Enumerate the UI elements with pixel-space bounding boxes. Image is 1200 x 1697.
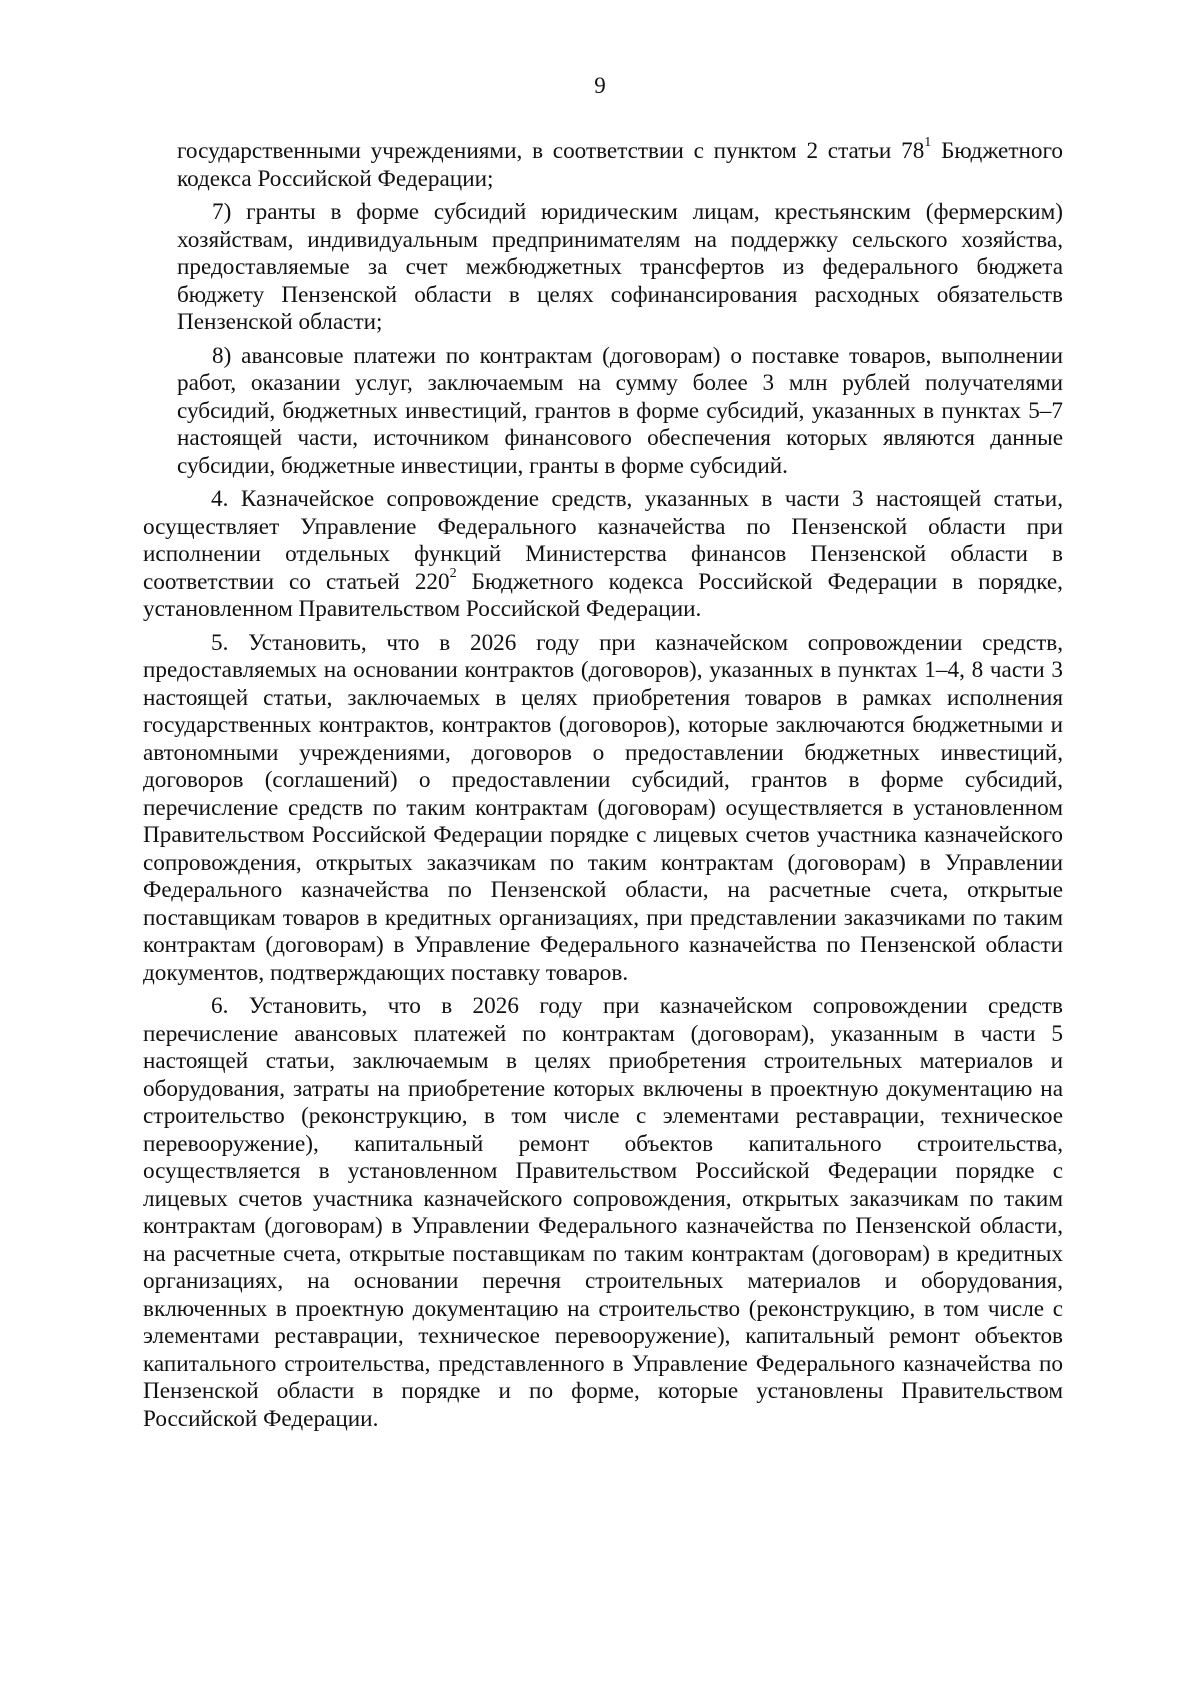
- paragraph-text: 5. Установить, что в 2026 году при казначейском сопровождении средств, предоставляемых на основании контрактов (договоров), указанных в пунктах 1–4, 8 части 3 настоящей статьи, заключаемых в целях приобретения товаров в рамках исполнения государственных контрактов, контрактов (договоров), которые заключаются бюджетными и автономными учреждениями, договоров о предоставлении бюджетных инвестиций, договоров (соглашений) о предоставлении субсидий, грантов в форме субсидий, перечисление средств по таким контрактам (договорам) осуществляется в установленном Правительством Российской Федерации порядке с лицевых счетов участника казначейского сопровождения, открытых заказчикам по таким контрактам (договорам) в Управлении Федерального казначейства по Пензенской области, на расчетные счета, открытые поставщикам товаров в кредитных организациях, при представлении заказчиками по таким контрактам (договорам) в Управление Федерального казначейства по Пензенской области документов, подтверждающих поставку товаров.: [143, 629, 1063, 986]
- paragraph-part-5: [143, 630, 1063, 988]
- paragraph-text: Бюджетного кодекса Российской Федерации;: [177, 138, 1063, 192]
- superscript: 2: [449, 565, 457, 581]
- superscript: 1: [924, 135, 932, 151]
- paragraph-text: 4. Казначейское сопровождение средств, указанных в части 3 настоящей статьи, осуществляет Управление Федерального казначейства по Пензенской области при исполнении отдельных функций Министерства финансов Пензенской области в соответствии со статьей 220: [143, 486, 1063, 595]
- paragraph-text: 6. Установить, что в 2026 году при казначейском сопровождении средств перечисление авансовых платежей по контрактам (договорам), указанным в части 5 настоящей статьи, заключаемым в целях приобретения строительных материалов и оборудования, затраты на приобретение которых включены в проектную документацию на строительство (реконструкцию, в том числе с элементами реставрации, техническое перевооружение), капитальный ремонт объектов капитального строительства, осуществляется в установленном Правительством Российской Федерации порядке с лицевых счетов участника казначейского сопровождения, открытых заказчикам по таким контрактам (договорам) в Управлении Федерального казначейства по Пензенской области, на расчетные счета, открытые поставщикам по таким контрактам (договорам) в кредитных организациях, на основании перечня строительных материалов и оборудования, включенных в проектную документацию на строительство (реконструкцию, в том числе с элементами реставрации, техническое перевооружение), капитальный ремонт объектов капитального строительства, представленного в Управление Федерального казначейства по Пензенской области в порядке и по форме, которые установлены Правительством Российской Федерации.: [143, 993, 1063, 1432]
- paragraph-item-8: [143, 343, 1063, 481]
- paragraph-part-4: [143, 486, 1063, 624]
- paragraph-text: 8) авансовые платежи по контрактам (договорам) о поставке товаров, выполнении работ, оказании услуг, заключаемым на сумму более 3 млн рублей получателями субсидий, бюджетных инвестиций, грантов в форме субсидий, указанных в пунктах 5–7 настоящей части, источником финансового обеспечения которых являются данные субсидии, бюджетные инвестиции, гранты в форме субсидий.: [177, 342, 1063, 479]
- paragraph-part-6: [143, 993, 1063, 1433]
- paragraph-text: 7) гранты в форме субсидий юридическим лицам, крестьянским (фермерским) хозяйствам, индивидуальным предпринимателям на поддержку сельского хозяйства, предоставляемые за счет межбюджетных трансфертов из федерального бюджета бюджету Пензенской области в целях софинансирования расходных обязательств Пензенской области;: [177, 199, 1063, 335]
- paragraph-item-7: [143, 199, 1063, 337]
- page-number: 9: [594, 73, 606, 98]
- paragraph-text: Бюджетного кодекса Российской Федерации в порядке, установленном Правительством Российской Федерации.: [143, 568, 1063, 622]
- paragraph-item-6-continuation: [143, 135, 1063, 193]
- document-body: [143, 135, 1063, 1439]
- paragraph-text: государственными учреждениями, в соответствии с пунктом 2 статьи 78: [177, 138, 925, 164]
